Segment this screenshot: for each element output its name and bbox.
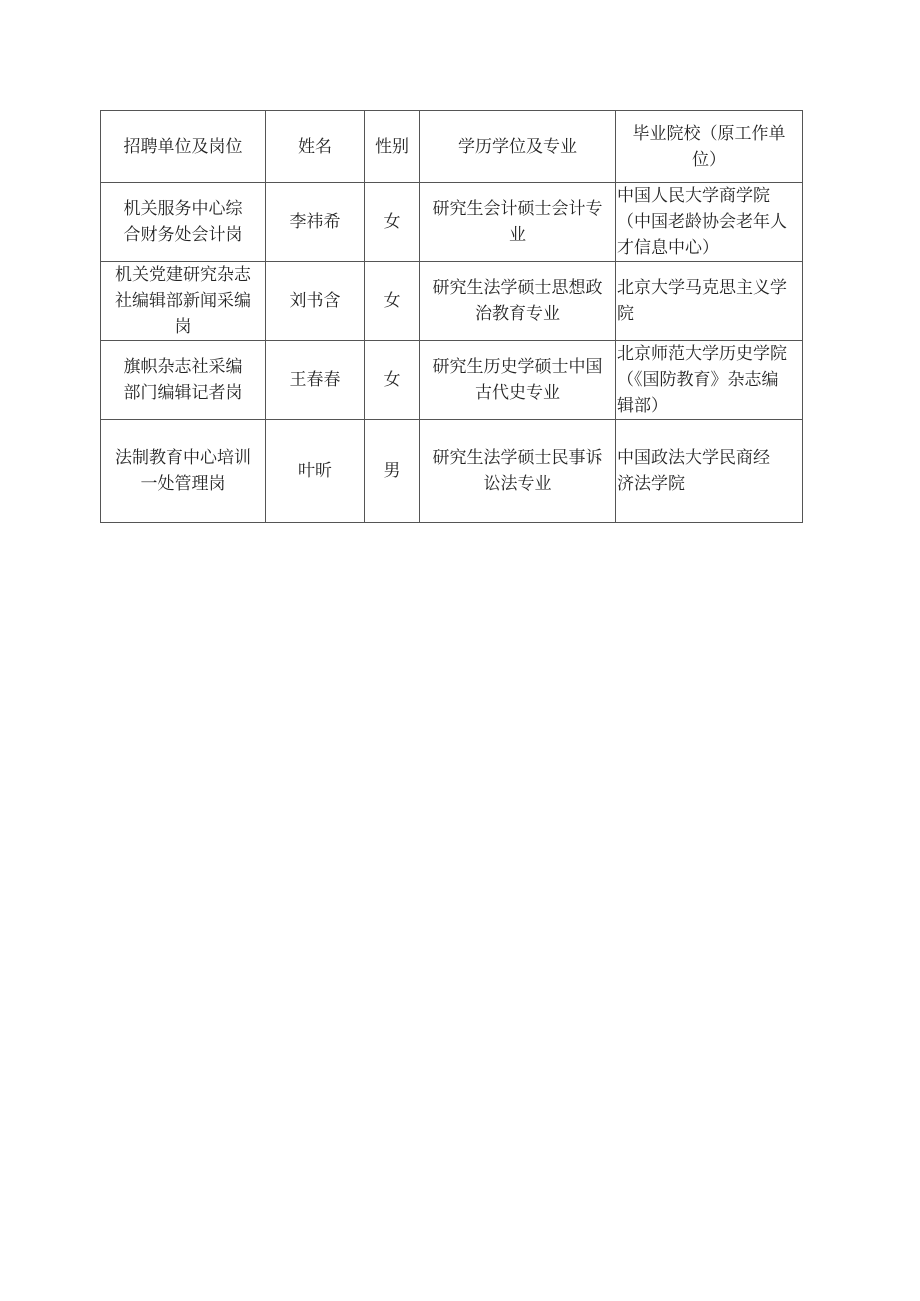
cell-gender-text: 女 [383,370,401,390]
cell-name [266,420,365,523]
cell-degree [420,420,616,523]
header-text: 姓名 [298,136,332,157]
table-row [101,420,803,523]
cell-unit-text: 一处管理岗 [140,474,226,494]
cell-unit-text: 旗帜杂志社采编 [123,357,243,377]
cell-school-text: 才信息中心） [617,238,719,258]
cell-name [266,262,365,341]
table-row [101,183,803,262]
cell-degree [420,262,616,341]
cell-gender-text: 女 [383,291,401,311]
cell-school-text: 北京大学马克思主义学 [617,278,787,298]
cell-degree-text: 业 [509,225,526,245]
table-row [101,341,803,420]
cell-unit-text: 机关服务中心综 [123,199,243,219]
header-text: 性别 [375,136,409,157]
cell-school [616,262,803,341]
cell-name-text: 王春春 [289,370,341,390]
cell-gender [365,262,420,341]
cell-degree-text: 治教育专业 [475,304,560,324]
cell-unit [101,420,266,523]
cell-gender-text: 男 [383,461,401,481]
header-text: 学历学位及专业 [458,136,577,157]
cell-unit-text: 法制教育中心培训 [115,448,251,468]
cell-school-text: （《国防教育》杂志编 [617,370,779,390]
cell-degree-text: 讼法专业 [483,474,552,494]
cell-school-text: 辑部） [617,396,668,416]
cell-name-text: 刘书含 [289,291,341,311]
cell-gender [365,420,420,523]
cell-degree [420,183,616,262]
cell-gender [365,341,420,420]
cell-unit [101,341,266,420]
cell-gender-text: 女 [383,212,401,232]
cell-degree [420,341,616,420]
cell-school-text: （中国老龄协会老年人 [617,212,787,232]
header-school [616,111,803,183]
cell-degree-text: 研究生会计硕士会计专 [432,199,603,219]
cell-degree-text: 研究生法学硕士思想政 [432,278,603,298]
cell-unit-text: 社编辑部新闻采编 [115,291,251,311]
cell-degree-text: 研究生历史学硕士中国 [432,357,603,377]
cell-school [616,420,803,523]
header-gender [365,111,420,183]
cell-unit [101,183,266,262]
cell-school-text: 中国人民大学商学院 [617,186,770,206]
cell-degree-text: 研究生法学硕士民事诉 [432,448,603,468]
cell-school-text: 中国政法大学民商经 [617,448,770,468]
cell-unit-text: 机关党建研究杂志 [115,265,251,285]
cell-school [616,183,803,262]
cell-school [616,341,803,420]
cell-name-text: 叶昕 [298,461,332,481]
cell-name [266,183,365,262]
cell-degree-text: 古代史专业 [475,383,560,403]
header-text: 毕业院校（原工作单 [632,123,786,144]
cell-gender [365,183,420,262]
header-row [101,111,803,183]
cell-school-text: 济法学院 [617,474,685,494]
header-text: 招聘单位及岗位 [123,136,243,157]
cell-name [266,341,365,420]
header-degree [420,111,616,183]
cell-unit [101,262,266,341]
header-unit [101,111,266,183]
cell-unit-text: 合财务处会计岗 [123,225,243,245]
header-text: 位） [692,149,726,170]
table-row [101,262,803,341]
cell-unit-text: 岗 [174,317,192,337]
header-name [266,111,365,183]
cell-name-text: 李祎希 [289,212,341,232]
cell-unit-text: 部门编辑记者岗 [123,383,243,403]
cell-school-text: 北京师范大学历史学院 [617,344,787,364]
cell-school-text: 院 [617,304,634,324]
recruitment-table [100,110,803,523]
